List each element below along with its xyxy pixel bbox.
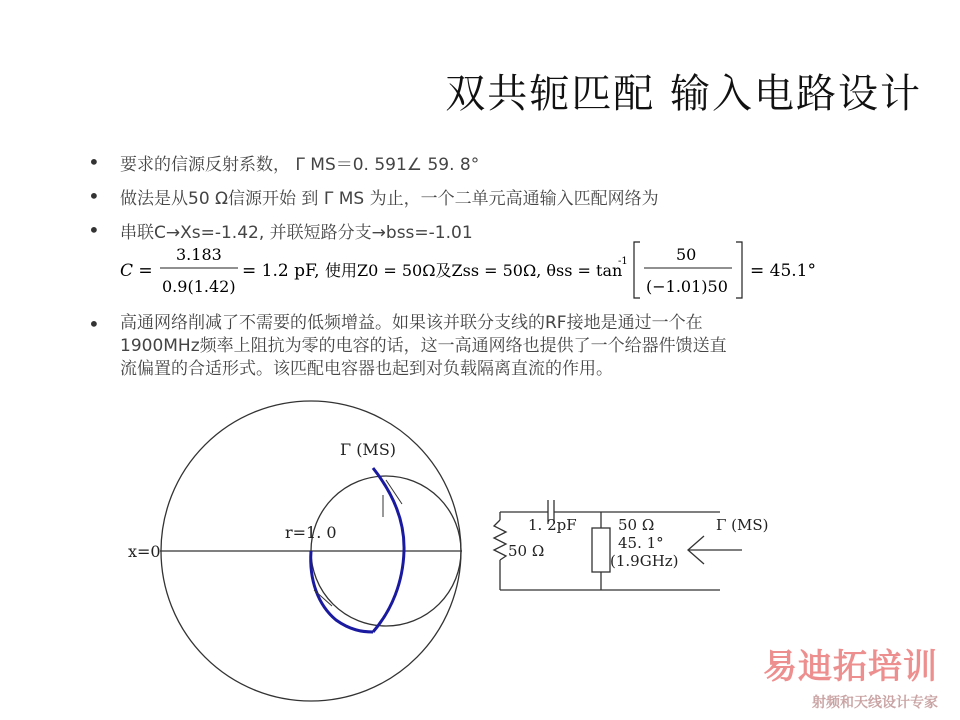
r1-label: r=1. 0: [285, 523, 337, 542]
right-bracket: [736, 242, 742, 298]
circuit-schematic: [480, 480, 810, 610]
bullet-dot: •: [88, 218, 100, 242]
stub-angle-label: 45. 1°: [618, 534, 664, 552]
bullet-3-text: 串联C→Xs=-1.42, 并联短路分支→bss=-1.01: [120, 223, 473, 243]
bullet-1-text: 要求的信源反射系数， Γ MS＝0. 591∠ 59. 8°: [120, 155, 480, 175]
bullet-dot: •: [88, 312, 100, 336]
bullet-dot: •: [88, 184, 100, 208]
watermark-brand: 易迪拓培训: [763, 647, 938, 687]
gamma-ms-label: Γ (MS): [716, 516, 769, 534]
stub-freq-label: (1.9GHz): [610, 552, 679, 570]
left-bracket: [634, 242, 640, 298]
formula: [120, 240, 820, 300]
stub-z-label: 50 Ω: [618, 516, 655, 534]
bullet-2-text: 做法是从50 Ω信源开始 到 Γ MS 为止，一个二单元高通输入匹配网络为: [120, 189, 659, 209]
source-resistor: [494, 520, 506, 560]
formula-result: = 45.1°: [750, 261, 816, 281]
cap-label: 1. 2pF: [528, 516, 577, 534]
x0-label: x=0: [128, 542, 161, 561]
source-res-label: 50 Ω: [508, 542, 545, 560]
gamma-ms-label: Γ (MS): [340, 440, 397, 459]
bullet-4-paragraph: [120, 312, 880, 381]
formula-c-numerator: 3.183: [176, 245, 222, 264]
paragraph-line: 1900MHz频率上阻抗为零的电容的话，这一高通网络也提供了一个给器件馈送直: [120, 336, 727, 356]
formula-c-result: = 1.2 pF,: [242, 261, 320, 281]
formula-mid: 使用Z0 = 50Ω及Zss = 50Ω, θss = tan: [325, 261, 623, 280]
watermark-tagline: 射频和天线设计专家: [812, 695, 938, 711]
bullet-dot: •: [88, 150, 100, 174]
formula-c-lhs: C =: [120, 261, 153, 281]
paragraph-line: 流偏置的合适形式。该匹配电容器也起到对负载隔离直流的作用。: [120, 359, 613, 379]
shunt-stub-box: [592, 528, 610, 572]
series-c-trace: [373, 468, 404, 632]
formula-inverse: -1: [618, 256, 628, 267]
paragraph-line: 高通网络削减了不需要的低频增益。如果该并联分支线的RF接地是通过一个在: [120, 313, 703, 333]
smith-chart: [0, 390, 480, 720]
formula-c-denominator: 0.9(1.42): [162, 277, 236, 296]
formula-bracket-numerator: 50: [676, 245, 697, 264]
slide-title: 双共轭匹配 输入电路设计: [445, 71, 922, 117]
shunt-stub-trace: [311, 551, 373, 632]
formula-bracket-denominator: (−1.01)50: [646, 277, 728, 296]
